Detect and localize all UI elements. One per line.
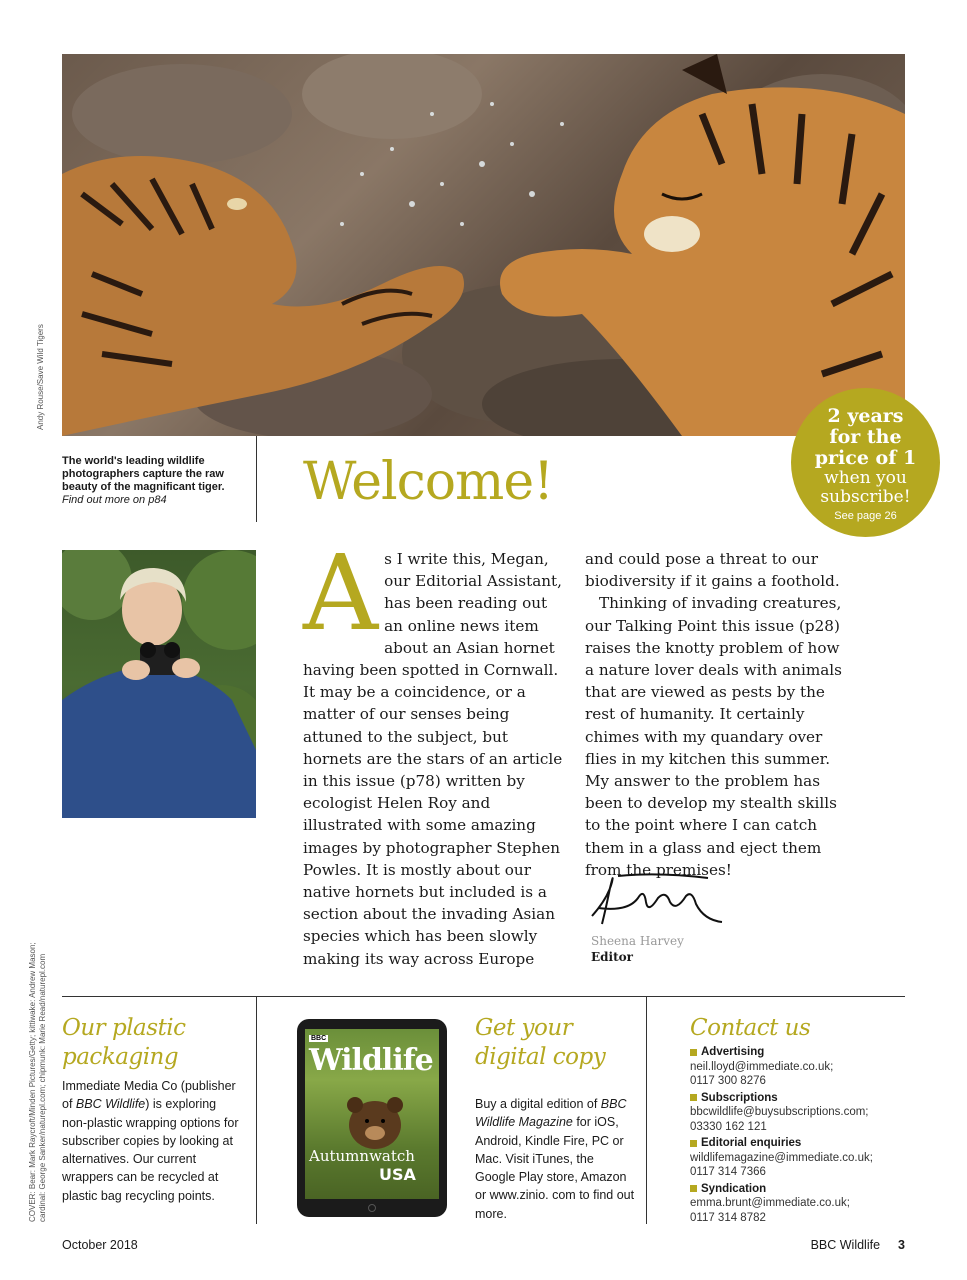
badge-line5: subscribe! [820,487,911,507]
packaging-title [62,1014,186,1072]
contact-email[interactable]: bbcwildlife@buysubscriptions.com; [690,1106,869,1118]
packaging-title-line1: Our plastic [62,1015,186,1041]
editorial-column-2 [585,548,850,881]
footer-date: October 2018 [62,1238,138,1252]
cover-headline: Autumnwatch [309,1147,415,1165]
caption-link[interactable]: Find out more on p84 [62,494,167,506]
editorial-p2: Thinking of invading creatures, our Talking Point this issue (p28) raises the knotty problem of how a nature lover deals with animals that are viewed as pests by the rest of humanity. It certainly chimes with my quandary over flies in my kitchen this summer. My answer to the problem has been to develop my stealth skills to the point where I can catch them in a glass and eject them from the premises! [585,594,842,879]
contact-label: Subscriptions [701,1091,778,1104]
contact-value [690,1151,900,1180]
editor-portrait [62,550,256,818]
packaging-text [62,1077,242,1205]
contact-email[interactable]: wildlifemagazine@immediate.co.uk; [690,1151,873,1164]
contact-phone: 03330 162 121 [690,1120,767,1133]
signature-icon [588,868,728,930]
contact-value [690,1105,900,1134]
contact-editorial [690,1136,900,1151]
subscribe-badge[interactable] [791,388,940,537]
digital-tablet [297,1019,447,1217]
tiger-illustration [62,54,905,436]
welcome-title: Welcome! [303,452,554,512]
contact-advertising [690,1045,900,1060]
page-number: 3 [898,1238,905,1252]
tablet-screen [305,1029,439,1199]
contact-phone: 0117 300 8276 [690,1075,766,1087]
editor-name: Sheena Harvey [591,934,684,948]
cover-bbc-logo: BBC [311,1035,327,1042]
hero-photo-credit: Andy Rouse/Save Wild Tigers [36,324,45,430]
editor-signature [588,868,728,935]
digital-text-a: Buy a digital edition of [475,1097,601,1111]
caption-divider [256,436,257,522]
footer-right [811,1238,905,1252]
digital-title-line1: Get your [475,1015,573,1041]
contact-value [690,1060,900,1089]
box-divider-1 [256,996,257,1224]
badge-line3: price of 1 [814,447,917,469]
bullet-icon [690,1185,697,1192]
editorial-p1: and could pose a threat to our biodiversity if it gains a foothold. [585,550,840,591]
contact-value [690,1196,900,1225]
badge-line1: 2 years [827,405,904,427]
contact-email[interactable]: neil.lloyd@immediate.co.uk; [690,1060,834,1073]
contact-label: Editorial enquiries [701,1137,802,1149]
packaging-text-italic: BBC Wildlife [75,1097,146,1112]
contact-phone: 0117 314 7366 [690,1166,766,1178]
packaging-title-line2: packaging [62,1044,179,1070]
bullet-icon [690,1140,697,1147]
digital-text-b: for iOS, Android, Kindle Fire, PC or Mac. Visit iTunes, the Google Play store, Amazon or www.zinio. com to find out more. [475,1115,635,1221]
bullet-icon [690,1049,697,1056]
cover-bear-icon [305,1029,439,1199]
tablet-home-button [368,1204,376,1212]
digital-title-line2: digital copy [475,1044,606,1070]
contact-email[interactable]: emma.brunt@immediate.co.uk; [690,1197,850,1209]
editor-title: Editor [591,950,633,964]
cover-masthead: Wildlife [309,1043,433,1078]
footer-magazine: BBC Wildlife [810,1238,881,1252]
badge-line2: for the [829,426,902,448]
badge-line4: when you [824,468,907,488]
editorial-lead: s I write this, Megan, our Editorial Assistant, has been reading out an online news item about an Asian hornet having been spotted in Cornwall. It may be a coincidence, or a matter of our senses being attuned to the subject, but hornets are the stars of an article in this issue (p78) written by ecologist Helen Roy and illustrated with some amazing images by photographer Stephen Powles. It is mostly about our native hornets but included is a section about the invading Asian species which has been slowly making its way across Europe [303,550,563,968]
drop-cap: A [303,532,379,654]
badge-line6: See page 26 [834,510,897,522]
box-divider-2 [646,996,647,1224]
contact-list [690,1045,900,1227]
cover-credit: COVER: Bear: Mark Raycroft/Minden Pictures/Getty; kittiwake: Andrew Mason; cardinal: George Sanker/naturepl.com; chipmunk: Marie Read/naturepl.com [28,942,47,1222]
digital-text [475,1095,635,1223]
digital-title [475,1014,605,1072]
packaging-text-b: ) is exploring non-plastic wrapping options for subscriber copies by looking at alternatives. Our current wrappers can be recycled at plastic bag recycling points. [62,1097,239,1203]
contact-label: Syndication [701,1182,767,1195]
caption-bold: The world's leading wildlife photographers capture the raw beauty of the magnificant tiger. [62,455,225,493]
contact-phone: 0117 314 8782 [690,1211,766,1224]
editorial-column-1 [303,532,565,970]
contact-subscriptions [690,1091,900,1106]
contact-label: Advertising [701,1046,765,1058]
hero-photo [62,54,905,436]
section-divider [62,996,905,997]
packaging-text-a: Immediate Media Co (publisher of [62,1079,236,1112]
hero-caption [62,455,242,507]
digital-text-italic: BBC Wildlife Magazine [475,1097,627,1130]
cover-sub: USA [379,1165,416,1184]
bullet-icon [690,1094,697,1101]
contact-title: Contact us [690,1015,811,1041]
editor-illustration [62,550,256,818]
contact-syndication [690,1182,900,1197]
